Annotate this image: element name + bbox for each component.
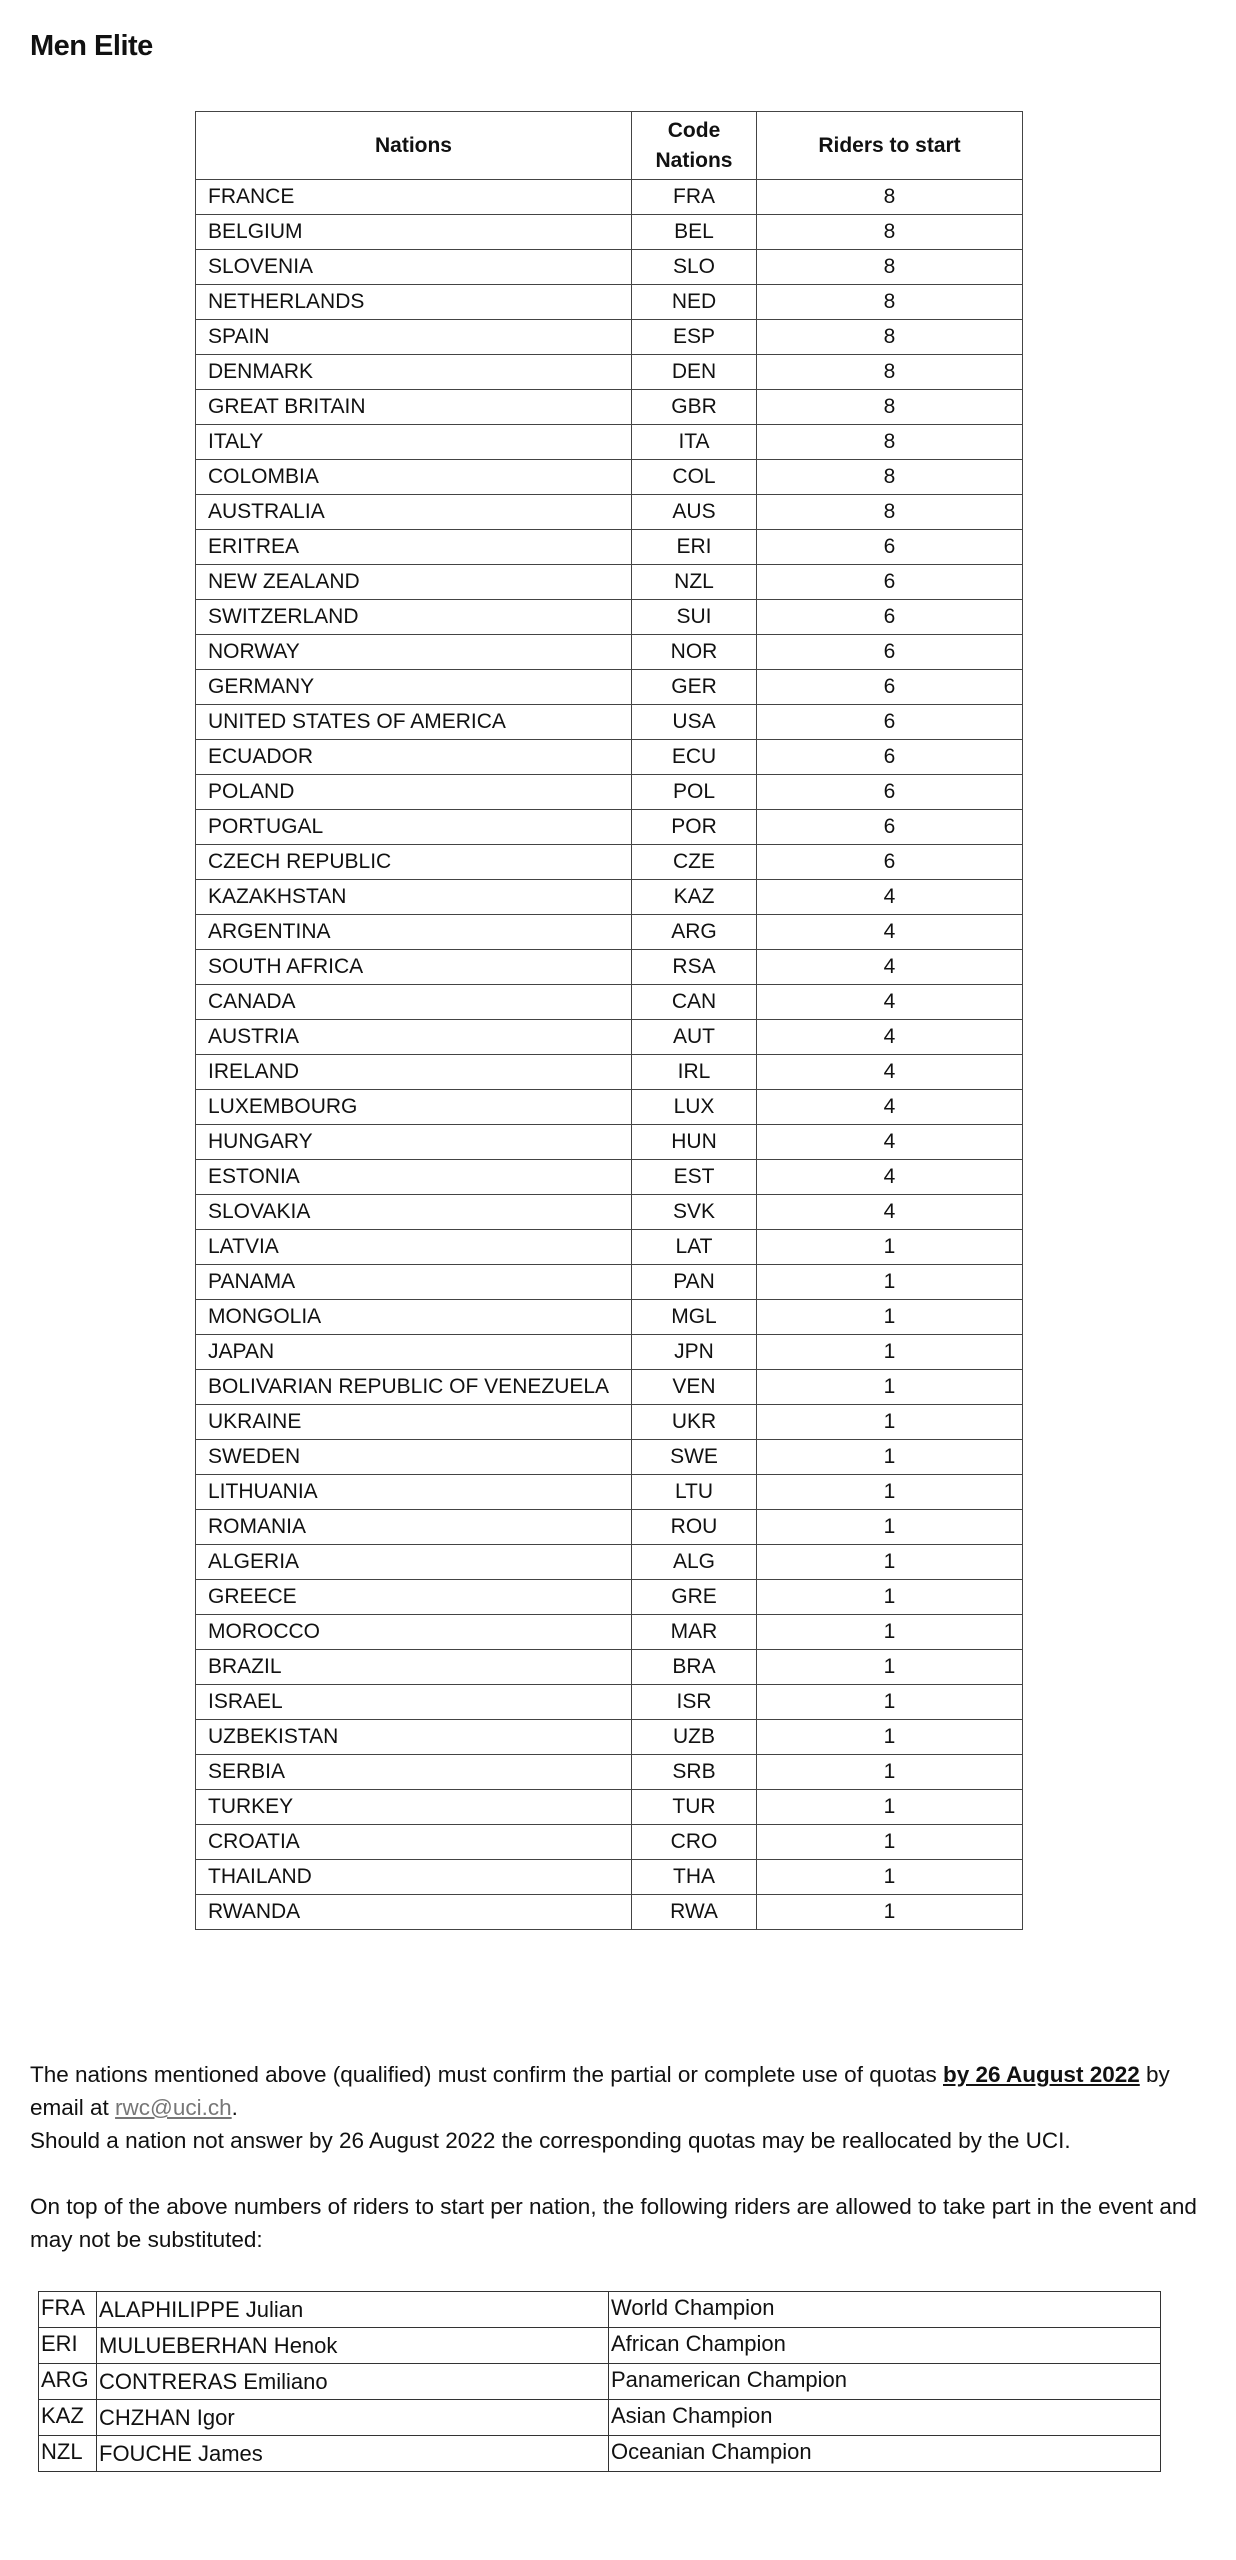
riders-cell: 8 <box>757 285 1023 320</box>
nation-cell: SERBIA <box>196 1755 632 1790</box>
champion-row <box>39 2436 1161 2472</box>
nation-cell: SWEDEN <box>196 1440 632 1475</box>
code-cell: CAN <box>632 985 757 1020</box>
quota-table-body <box>196 180 1023 1930</box>
code-cell: PAN <box>632 1265 757 1300</box>
nation-cell: GREAT BRITAIN <box>196 390 632 425</box>
riders-cell: 1 <box>757 1790 1023 1825</box>
page-title: Men Elite <box>30 30 153 62</box>
riders-cell: 6 <box>757 810 1023 845</box>
champion-rider-cell: MULUEBERHAN Henok <box>97 2328 609 2364</box>
code-cell: LAT <box>632 1230 757 1265</box>
quota-row <box>196 1125 1023 1160</box>
notes-section <box>30 2058 1200 2256</box>
riders-cell: 1 <box>757 1860 1023 1895</box>
quota-row <box>196 460 1023 495</box>
code-cell: NZL <box>632 565 757 600</box>
nation-cell: ECUADOR <box>196 740 632 775</box>
nation-cell: HUNGARY <box>196 1125 632 1160</box>
riders-cell: 4 <box>757 1160 1023 1195</box>
code-cell: NOR <box>632 635 757 670</box>
riders-cell: 8 <box>757 390 1023 425</box>
code-cell: SWE <box>632 1440 757 1475</box>
nation-cell: IRELAND <box>196 1055 632 1090</box>
riders-cell: 4 <box>757 1055 1023 1090</box>
quota-table <box>195 111 1023 1930</box>
quota-row <box>196 1720 1023 1755</box>
riders-cell: 4 <box>757 985 1023 1020</box>
nation-cell: AUSTRIA <box>196 1020 632 1055</box>
confirmation-paragraph <box>30 2058 1200 2124</box>
code-cell: SUI <box>632 600 757 635</box>
nation-cell: ARGENTINA <box>196 915 632 950</box>
code-cell: BEL <box>632 215 757 250</box>
nation-cell: LATVIA <box>196 1230 632 1265</box>
riders-cell: 1 <box>757 1335 1023 1370</box>
quota-row <box>196 425 1023 460</box>
quota-row <box>196 1510 1023 1545</box>
riders-cell: 8 <box>757 215 1023 250</box>
code-cell: MAR <box>632 1615 757 1650</box>
champions-table-body <box>39 2292 1161 2472</box>
riders-cell: 4 <box>757 950 1023 985</box>
quota-row <box>196 985 1023 1020</box>
quota-row <box>196 600 1023 635</box>
header-code-line2: Nations <box>655 148 733 172</box>
code-cell: GER <box>632 670 757 705</box>
nation-cell: POLAND <box>196 775 632 810</box>
quota-row <box>196 1580 1023 1615</box>
champion-rider-cell: CONTRERAS Emiliano <box>97 2364 609 2400</box>
nation-cell: CANADA <box>196 985 632 1020</box>
nation-cell: SOUTH AFRICA <box>196 950 632 985</box>
riders-cell: 8 <box>757 425 1023 460</box>
code-cell: GRE <box>632 1580 757 1615</box>
nation-cell: MONGOLIA <box>196 1300 632 1335</box>
quota-row <box>196 1475 1023 1510</box>
champions-table <box>38 2291 1161 2472</box>
code-cell: TUR <box>632 1790 757 1825</box>
riders-cell: 1 <box>757 1615 1023 1650</box>
extra-riders-paragraph: On top of the above numbers of riders to start per nation, the following riders are allowed to take part in the event and may not be substituted: <box>30 2194 1197 2252</box>
champion-title-cell: African Champion <box>609 2328 1161 2364</box>
quota-row <box>196 320 1023 355</box>
quota-row <box>196 285 1023 320</box>
quota-row <box>196 775 1023 810</box>
nation-cell: DENMARK <box>196 355 632 390</box>
riders-cell: 1 <box>757 1755 1023 1790</box>
champion-code-cell: ERI <box>39 2328 97 2364</box>
nation-cell: NETHERLANDS <box>196 285 632 320</box>
nation-cell: FRANCE <box>196 180 632 215</box>
riders-cell: 8 <box>757 180 1023 215</box>
code-cell: SRB <box>632 1755 757 1790</box>
quota-row <box>196 1265 1023 1300</box>
nation-cell: NEW ZEALAND <box>196 565 632 600</box>
quota-row <box>196 635 1023 670</box>
quota-row <box>196 250 1023 285</box>
nation-cell: AUSTRALIA <box>196 495 632 530</box>
quota-row <box>196 565 1023 600</box>
code-cell: ALG <box>632 1545 757 1580</box>
riders-cell: 1 <box>757 1230 1023 1265</box>
quota-row <box>196 1335 1023 1370</box>
champion-rider-cell: CHZHAN Igor <box>97 2400 609 2436</box>
riders-cell: 8 <box>757 355 1023 390</box>
code-cell: KAZ <box>632 880 757 915</box>
quota-row <box>196 1230 1023 1265</box>
riders-cell: 1 <box>757 1580 1023 1615</box>
code-cell: GBR <box>632 390 757 425</box>
riders-cell: 4 <box>757 1090 1023 1125</box>
nation-cell: MOROCCO <box>196 1615 632 1650</box>
quota-row <box>196 1055 1023 1090</box>
champion-rider-cell: ALAPHILIPPE Julian <box>97 2292 609 2328</box>
nation-cell: UZBEKISTAN <box>196 1720 632 1755</box>
riders-cell: 8 <box>757 320 1023 355</box>
riders-cell: 4 <box>757 880 1023 915</box>
code-cell: ERI <box>632 530 757 565</box>
code-cell: LTU <box>632 1475 757 1510</box>
email-link[interactable]: rwc@uci.ch <box>115 2095 232 2120</box>
code-cell: SLO <box>632 250 757 285</box>
riders-cell: 1 <box>757 1300 1023 1335</box>
riders-cell: 8 <box>757 460 1023 495</box>
nation-cell: ERITREA <box>196 530 632 565</box>
champion-row <box>39 2292 1161 2328</box>
code-cell: USA <box>632 705 757 740</box>
quota-row <box>196 1405 1023 1440</box>
nation-cell: BOLIVARIAN REPUBLIC OF VENEZUELA <box>196 1370 632 1405</box>
quota-row <box>196 1545 1023 1580</box>
quota-row <box>196 1440 1023 1475</box>
nation-cell: PORTUGAL <box>196 810 632 845</box>
quota-row <box>196 1300 1023 1335</box>
nation-cell: SLOVAKIA <box>196 1195 632 1230</box>
code-cell: EST <box>632 1160 757 1195</box>
quota-table-header <box>196 112 1023 180</box>
riders-cell: 6 <box>757 530 1023 565</box>
header-riders-to-start: Riders to start <box>757 112 1023 180</box>
nation-cell: JAPAN <box>196 1335 632 1370</box>
nation-cell: UNITED STATES OF AMERICA <box>196 705 632 740</box>
champion-title-cell: World Champion <box>609 2292 1161 2328</box>
riders-cell: 1 <box>757 1825 1023 1860</box>
quota-row <box>196 1860 1023 1895</box>
code-cell: UZB <box>632 1720 757 1755</box>
riders-cell: 1 <box>757 1545 1023 1580</box>
code-cell: CRO <box>632 1825 757 1860</box>
riders-cell: 6 <box>757 565 1023 600</box>
code-cell: VEN <box>632 1370 757 1405</box>
code-cell: POR <box>632 810 757 845</box>
quota-row <box>196 1790 1023 1825</box>
quota-row <box>196 495 1023 530</box>
riders-cell: 6 <box>757 740 1023 775</box>
code-cell: AUS <box>632 495 757 530</box>
code-cell: THA <box>632 1860 757 1895</box>
quota-row <box>196 530 1023 565</box>
code-cell: POL <box>632 775 757 810</box>
code-cell: COL <box>632 460 757 495</box>
quota-row <box>196 1650 1023 1685</box>
riders-cell: 1 <box>757 1405 1023 1440</box>
code-cell: HUN <box>632 1125 757 1160</box>
quota-row <box>196 1370 1023 1405</box>
quota-row <box>196 670 1023 705</box>
header-code-nations <box>632 112 757 180</box>
nation-cell: CZECH REPUBLIC <box>196 845 632 880</box>
riders-cell: 8 <box>757 495 1023 530</box>
quota-row <box>196 705 1023 740</box>
code-cell: ISR <box>632 1685 757 1720</box>
riders-cell: 6 <box>757 705 1023 740</box>
quota-row <box>196 1020 1023 1055</box>
code-cell: FRA <box>632 180 757 215</box>
quota-row <box>196 1895 1023 1930</box>
nation-cell: BRAZIL <box>196 1650 632 1685</box>
nation-cell: CROATIA <box>196 1825 632 1860</box>
code-cell: IRL <box>632 1055 757 1090</box>
nation-cell: SWITZERLAND <box>196 600 632 635</box>
quota-row <box>196 1615 1023 1650</box>
nation-cell: ISRAEL <box>196 1685 632 1720</box>
code-cell: LUX <box>632 1090 757 1125</box>
nation-cell: SLOVENIA <box>196 250 632 285</box>
nation-cell: ALGERIA <box>196 1545 632 1580</box>
quota-row <box>196 915 1023 950</box>
reallocation-paragraph: Should a nation not answer by 26 August 2022 the corresponding quotas may be reallocated by the UCI. <box>30 2128 1071 2153</box>
code-cell: CZE <box>632 845 757 880</box>
nation-cell: THAILAND <box>196 1860 632 1895</box>
champion-code-cell: NZL <box>39 2436 97 2472</box>
riders-cell: 4 <box>757 1125 1023 1160</box>
champion-row <box>39 2328 1161 2364</box>
nation-cell: TURKEY <box>196 1790 632 1825</box>
riders-cell: 6 <box>757 600 1023 635</box>
code-cell: AUT <box>632 1020 757 1055</box>
nation-cell: ITALY <box>196 425 632 460</box>
code-cell: BRA <box>632 1650 757 1685</box>
code-cell: RSA <box>632 950 757 985</box>
quota-row <box>196 1685 1023 1720</box>
nation-cell: RWANDA <box>196 1895 632 1930</box>
code-cell: ARG <box>632 915 757 950</box>
champion-row <box>39 2364 1161 2400</box>
riders-cell: 6 <box>757 635 1023 670</box>
nation-cell: LITHUANIA <box>196 1475 632 1510</box>
riders-cell: 6 <box>757 845 1023 880</box>
nation-cell: KAZAKHSTAN <box>196 880 632 915</box>
nation-cell: UKRAINE <box>196 1405 632 1440</box>
nation-cell: GERMANY <box>196 670 632 705</box>
riders-cell: 1 <box>757 1265 1023 1300</box>
quota-row <box>196 810 1023 845</box>
nation-cell: ROMANIA <box>196 1510 632 1545</box>
by-email-text: by email at <box>30 2062 1170 2120</box>
code-cell: MGL <box>632 1300 757 1335</box>
nation-cell: BELGIUM <box>196 215 632 250</box>
header-code-line1: Code <box>667 118 721 142</box>
code-cell: ECU <box>632 740 757 775</box>
champion-rider-cell: FOUCHE James <box>97 2436 609 2472</box>
nation-cell: NORWAY <box>196 635 632 670</box>
code-cell: JPN <box>632 1335 757 1370</box>
riders-cell: 1 <box>757 1720 1023 1755</box>
quota-row <box>196 215 1023 250</box>
code-cell: DEN <box>632 355 757 390</box>
quota-row <box>196 845 1023 880</box>
nation-cell: LUXEMBOURG <box>196 1090 632 1125</box>
quota-row <box>196 1195 1023 1230</box>
code-cell: ITA <box>632 425 757 460</box>
riders-cell: 4 <box>757 1195 1023 1230</box>
champion-code-cell: FRA <box>39 2292 97 2328</box>
nation-cell: GREECE <box>196 1580 632 1615</box>
champion-code-cell: ARG <box>39 2364 97 2400</box>
champion-title-cell: Oceanian Champion <box>609 2436 1161 2472</box>
quota-row <box>196 1160 1023 1195</box>
riders-cell: 1 <box>757 1685 1023 1720</box>
code-cell: NED <box>632 285 757 320</box>
code-cell: RWA <box>632 1895 757 1930</box>
riders-cell: 8 <box>757 250 1023 285</box>
code-cell: ROU <box>632 1510 757 1545</box>
quota-row <box>196 740 1023 775</box>
riders-cell: 1 <box>757 1650 1023 1685</box>
nation-cell: COLOMBIA <box>196 460 632 495</box>
riders-cell: 1 <box>757 1440 1023 1475</box>
champion-title-cell: Asian Champion <box>609 2400 1161 2436</box>
code-cell: SVK <box>632 1195 757 1230</box>
riders-cell: 6 <box>757 670 1023 705</box>
riders-cell: 1 <box>757 1370 1023 1405</box>
riders-cell: 1 <box>757 1475 1023 1510</box>
quota-row <box>196 880 1023 915</box>
quota-row <box>196 950 1023 985</box>
quota-row <box>196 180 1023 215</box>
riders-cell: 4 <box>757 1020 1023 1055</box>
period-text: . <box>231 2095 238 2120</box>
riders-cell: 1 <box>757 1895 1023 1930</box>
riders-cell: 6 <box>757 775 1023 810</box>
champion-code-cell: KAZ <box>39 2400 97 2436</box>
nation-cell: PANAMA <box>196 1265 632 1300</box>
code-cell: UKR <box>632 1405 757 1440</box>
riders-cell: 1 <box>757 1510 1023 1545</box>
quota-row <box>196 390 1023 425</box>
champion-row <box>39 2400 1161 2436</box>
code-cell: ESP <box>632 320 757 355</box>
header-nations: Nations <box>196 112 632 180</box>
quota-row <box>196 355 1023 390</box>
riders-cell: 4 <box>757 915 1023 950</box>
deadline-text: by 26 August 2022 <box>943 2062 1140 2087</box>
quota-row <box>196 1755 1023 1790</box>
confirm-text: The nations mentioned above (qualified) must confirm the partial or complete use of quotas <box>30 2062 943 2087</box>
champion-title-cell: Panamerican Champion <box>609 2364 1161 2400</box>
quota-row <box>196 1825 1023 1860</box>
nation-cell: SPAIN <box>196 320 632 355</box>
quota-row <box>196 1090 1023 1125</box>
nation-cell: ESTONIA <box>196 1160 632 1195</box>
